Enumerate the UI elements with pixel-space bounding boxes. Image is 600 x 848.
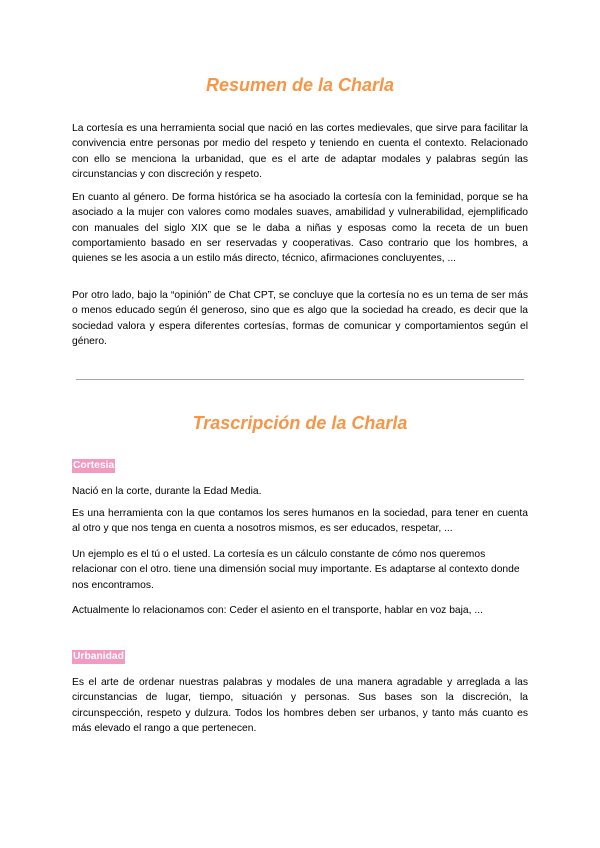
transcription-title: Trascripción de la Charla — [192, 413, 408, 433]
summary-paragraph-1: La cortesía es una herramienta social que nació en las cortes medievales, que sirve para facilitar la convivencia entre personas por medio del respeto y teniendo en cuenta el contexto. Relacionado con ello se menciona la urbanidad, que es el arte de adaptar modales y palabras según las circunstancias y con discreción y respeto. — [72, 123, 528, 180]
urbanidad-heading: Urbanidad — [73, 651, 124, 662]
cortesia-paragraph-1: Nació en la corte, durante la Edad Media. — [72, 486, 262, 497]
summary-paragraph-2: En cuanto al género. De forma histórica se ha asociado la cortesía con la feminidad, porque se ha asociado a la mujer con valores como modales suaves, amabilidad y vulnerabilidad, ejemplificado con manuales del siglo XIX que se le daba a niñas y esposas como la receta de un buen comportamiento basado en ser reservadas y cooperativas. Caso contrario que los hombres, a quienes se les asocia a un estilo más directo, técnico, afirmaciones concluyentes, ... — [72, 192, 528, 265]
section-divider — [76, 379, 524, 380]
urbanidad-paragraph-1: Es el arte de ordenar nuestras palabras y modales de una manera agradable y arreglada a las circunstancias de lugar, tiempo, situación y personas. Sus bases son la discreción, la circunspección, respeto y dulzura. Todos los hombres deben ser urbanos, y tanto más cuanto es más elevado el rango a que pertenecen. — [72, 677, 528, 734]
cortesia-paragraph-3: Un ejemplo es el tú o el usted. La cortesía es un cálculo constante de cómo nos queremos relacionar con el otro. tiene una dimensión social muy importante. Es adaptarse al contexto donde nos encontramos. — [72, 549, 520, 591]
summary-paragraph-3: Por otro lado, bajo la “opinión” de Chat CPT, se concluye que la cortesía no es un tema de ser más o menos educado según él generoso, sino que es algo que la sociedad ha creado, es decir que la sociedad valora y espera diferentes cortesías, formas de comunicar y comportamientos según el género. — [72, 290, 528, 347]
cortesia-paragraph-2: Es una herramienta con la que contamos los seres humanos en la sociedad, para tener en cuenta al otro y que nos tenga en cuenta a nosotros mismos, es ser educados, respetar, ... — [72, 508, 528, 535]
cortesia-heading: Cortesia — [73, 460, 115, 471]
cortesia-paragraph-4: Actualmente lo relacionamos con: Ceder el asiento en el transporte, hablar en voz baja, ... — [72, 605, 483, 616]
summary-title: Resumen de la Charla — [205, 75, 395, 95]
